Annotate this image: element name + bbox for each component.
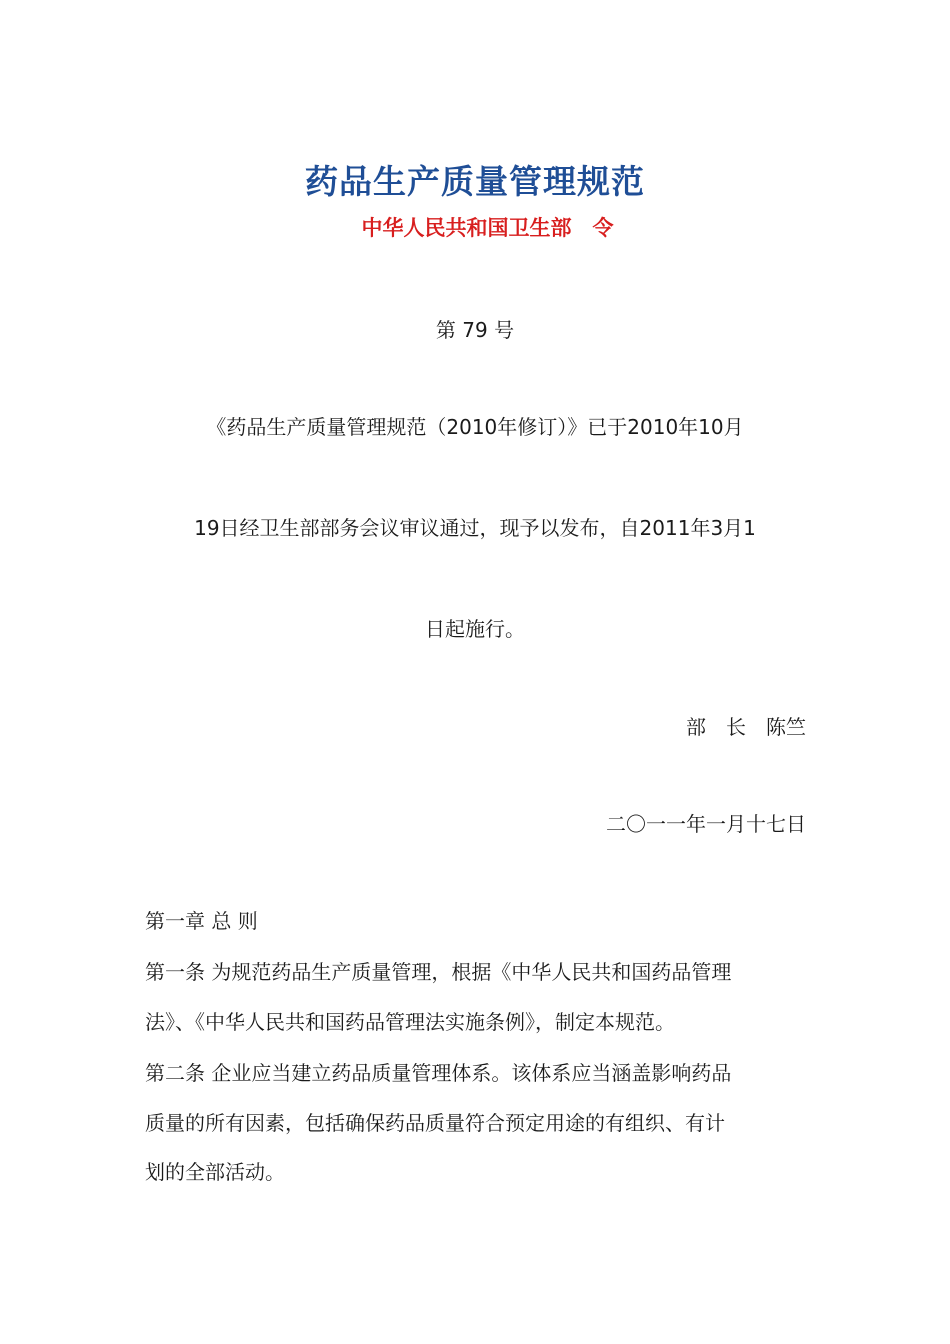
chapter-heading: 第一章 总 则 — [145, 909, 258, 933]
article-line: 划的全部活动。 — [145, 1160, 285, 1184]
signer: 部 长 陈竺 — [686, 715, 806, 739]
article-line: 第二条 企业应当建立药品质量管理体系。该体系应当涵盖影响药品 — [145, 1061, 732, 1085]
document-title: 药品生产质量管理规范 — [305, 162, 645, 201]
article-line: 法》、《中华人民共和国药品管理法实施条例》，制定本规范。 — [145, 1010, 675, 1034]
article-line: 第一条 为规范药品生产质量管理，根据《中华人民共和国药品管理 — [145, 960, 732, 984]
announcement-line: 《药品生产质量管理规范（2010年修订）》已于2010年10月 — [206, 415, 744, 439]
issuer-line: 中华人民共和国卫生部 令 — [361, 216, 614, 240]
order-number: 第 79 号 — [435, 318, 515, 342]
announcement-line: 日起施行。 — [425, 617, 525, 641]
issue-date: 二〇一一年一月十七日 — [606, 812, 806, 836]
article-line: 质量的所有因素，包括确保药品质量符合预定用途的有组织、有计 — [145, 1111, 725, 1135]
announcement-line: 19日经卫生部部务会议审议通过，现予以发布，自2011年3月1 — [194, 516, 756, 540]
